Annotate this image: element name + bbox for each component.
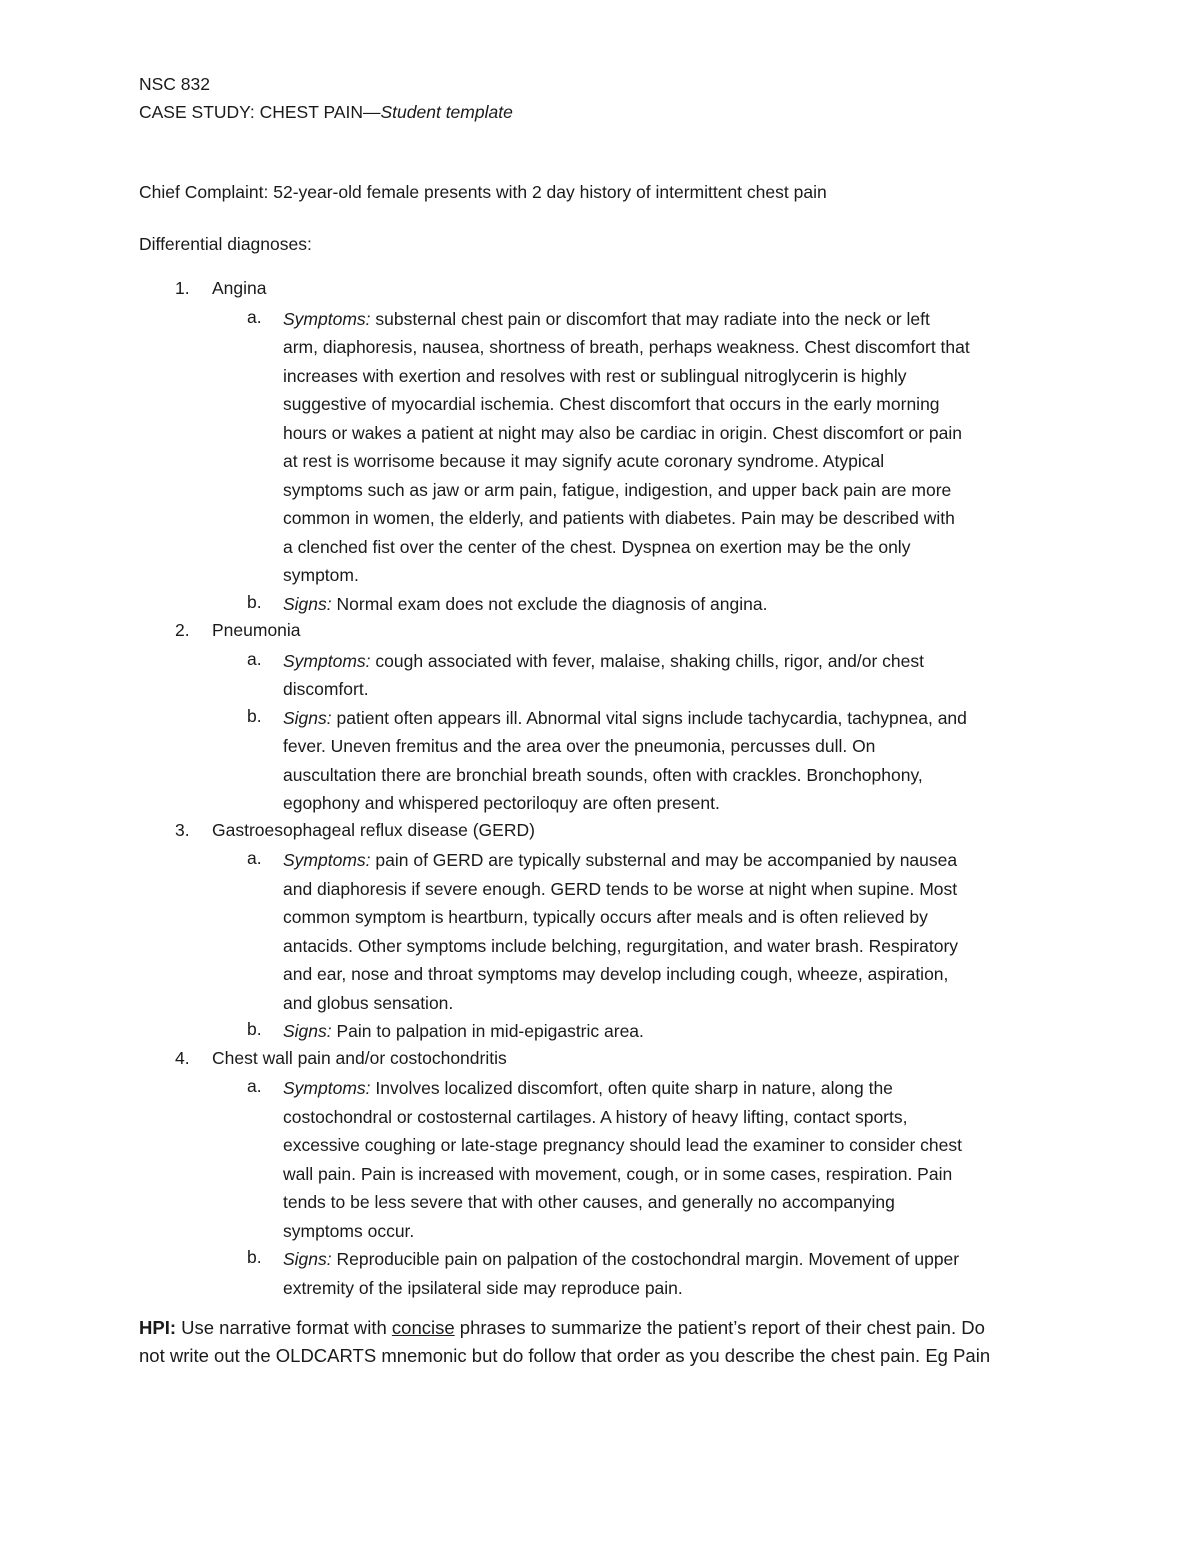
item-text: and globus sensation.: [283, 992, 454, 1013]
item-text-line: [283, 305, 930, 334]
item-text: at rest is worrisome because it may signify acute coronary syndrome. Atypical: [283, 451, 885, 471]
hpi-text-b: phrases to summarize the patient’s report of their chest pain. Do: [454, 1317, 985, 1338]
item-text: symptoms such as jaw or arm pain, fatigue, indigestion, and upper back pain are more: [283, 479, 952, 500]
diagnosis-number: 2.: [175, 620, 190, 640]
hpi-text-a: Use narrative format with: [176, 1317, 392, 1338]
item-label: Symptoms:: [283, 1078, 371, 1098]
item-text: symptom.: [283, 565, 359, 585]
item-text-line: [283, 761, 923, 790]
item-text: Involves localized discomfort, often quite sharp in nature, along the: [370, 1078, 893, 1098]
item-text: egophony and whispered pectoriloquy are often present.: [283, 793, 720, 813]
item-text-line: [283, 704, 967, 733]
item-text-line: [283, 675, 369, 704]
item-label: Symptoms:: [283, 650, 371, 671]
diagnosis-name: Gastroesophageal reflux disease (GERD): [212, 819, 535, 840]
item-text: pain of GERD are typically substernal and may be accompanied by nausea: [370, 850, 958, 870]
item-text: hours or wakes a patient at night may also be cardiac in origin. Chest discomfort or pain: [283, 422, 962, 443]
item-letter: b.: [247, 591, 262, 612]
diagnosis-number: 3.: [175, 819, 190, 840]
document-title: [139, 100, 513, 124]
item-text: excessive coughing or late-stage pregnancy should lead the examiner to consider chest: [283, 1135, 963, 1155]
item-text-line: [283, 476, 951, 505]
item-text-line: [283, 504, 955, 533]
item-text-line: [283, 1017, 644, 1046]
item-text-line: [283, 789, 720, 818]
item-letter: b.: [247, 705, 262, 726]
differential-heading: Differential diagnoses:: [139, 234, 312, 254]
item-text-line: [283, 590, 767, 619]
course-code: NSC 832: [139, 74, 211, 94]
item-text: Normal exam does not exclude the diagnosis of angina.: [331, 593, 768, 614]
item-label: Symptoms:: [283, 850, 371, 870]
item-text: arm, diaphoresis, nausea, shortness of breath, perhaps weakness. Chest discomfort that: [283, 337, 970, 357]
item-text: symptoms occur.: [283, 1220, 415, 1241]
item-text-line: [283, 447, 884, 476]
item-text: suggestive of myocardial ischemia. Chest discomfort that occurs in the early morning: [283, 394, 940, 414]
item-text-line: [283, 903, 928, 932]
item-label: Signs:: [283, 1249, 332, 1269]
item-text: substernal chest pain or discomfort that may radiate into the neck or left: [370, 308, 930, 329]
item-text-line: [283, 419, 962, 448]
item-text: auscultation there are bronchial breath sounds, often with crackles. Bronchophony,: [283, 764, 923, 785]
title-main: CASE STUDY: CHEST PAIN—: [139, 102, 381, 122]
item-text: patient often appears ill. Abnormal vital signs include tachycardia, tachypnea, and: [331, 707, 967, 728]
item-letter: a.: [247, 848, 262, 868]
diagnosis-number: 4.: [175, 1047, 190, 1068]
item-text: wall pain. Pain is increased with movement, cough, or in some cases, respiration. Pain: [283, 1163, 953, 1184]
hpi-concise: concise: [391, 1317, 455, 1338]
item-letter: b.: [247, 1019, 262, 1039]
item-text-line: [283, 561, 359, 590]
item-text: Pain to palpation in mid-epigastric area.: [331, 1021, 644, 1041]
item-text-line: [283, 1103, 907, 1132]
item-label: Signs:: [283, 593, 332, 614]
item-text-line: [283, 732, 875, 761]
item-text: discomfort.: [283, 679, 369, 699]
item-text-line: [283, 390, 940, 419]
item-text-line: [283, 1274, 683, 1303]
item-text-line: [283, 1245, 959, 1274]
diagnosis-name: Chest wall pain and/or costochondritis: [212, 1047, 507, 1068]
item-label: Signs:: [283, 707, 332, 728]
item-label: Signs:: [283, 1021, 332, 1041]
item-text: and diaphoresis if severe enough. GERD tends to be worse at night when supine. Most: [283, 878, 958, 899]
item-text: fever. Uneven fremitus and the area over the pneumonia, percusses dull. On: [283, 736, 876, 756]
chief-complaint: Chief Complaint: 52-year-old female presents with 2 day history of intermittent chest pain: [139, 182, 827, 202]
item-text-line: [283, 932, 958, 961]
item-letter: b.: [247, 1247, 262, 1267]
hpi-label: HPI:: [139, 1317, 176, 1338]
item-text-line: [283, 333, 970, 362]
item-text: extremity of the ipsilateral side may reproduce pain.: [283, 1277, 683, 1298]
item-text-line: [283, 533, 910, 562]
item-text: and ear, nose and throat symptoms may develop including cough, wheeze, aspiration,: [283, 964, 949, 984]
item-text-line: [283, 1217, 414, 1246]
item-letter: a.: [247, 1076, 262, 1096]
item-text-line: [283, 875, 957, 904]
item-text: common in women, the elderly, and patients with diabetes. Pain may be described with: [283, 508, 955, 528]
item-text-line: [283, 1160, 952, 1189]
item-text-line: [283, 846, 957, 875]
item-text: common symptom is heartburn, typically occurs after meals and is often relieved by: [283, 907, 928, 927]
item-text-line: [283, 989, 453, 1018]
title-suffix: Student template: [380, 102, 513, 122]
item-text-line: [283, 960, 948, 989]
diagnosis-number: 1.: [175, 278, 190, 298]
item-text: Reproducible pain on palpation of the costochondral margin. Movement of upper: [331, 1249, 960, 1269]
diagnosis-name: Angina: [212, 278, 267, 298]
hpi-line-1: [139, 1314, 985, 1343]
item-text-line: [283, 1188, 895, 1217]
hpi-line-2: not write out the OLDCARTS mnemonic but do follow that order as you describe the chest pain. Eg Pain: [139, 1345, 991, 1366]
item-letter: a.: [247, 306, 262, 327]
item-text-line: [283, 1131, 962, 1160]
item-label: Symptoms:: [283, 308, 371, 329]
item-text: antacids. Other symptoms include belching, regurgitation, and water brash. Respiratory: [283, 935, 959, 956]
item-text: cough associated with fever, malaise, shaking chills, rigor, and/or chest: [370, 650, 925, 671]
item-text-line: [283, 1074, 893, 1103]
item-text: increases with exertion and resolves with rest or sublingual nitroglycerin is highly: [283, 365, 907, 386]
item-text: costochondral or costosternal cartilages. A history of heavy lifting, contact sports,: [283, 1106, 908, 1127]
item-text: tends to be less severe that with other causes, and generally no accompanying: [283, 1192, 895, 1212]
diagnosis-name: Pneumonia: [212, 620, 301, 640]
item-text-line: [283, 647, 924, 676]
item-text-line: [283, 362, 907, 391]
item-letter: a.: [247, 648, 262, 669]
item-text: a clenched fist over the center of the chest. Dyspnea on exertion may be the only: [283, 536, 911, 557]
